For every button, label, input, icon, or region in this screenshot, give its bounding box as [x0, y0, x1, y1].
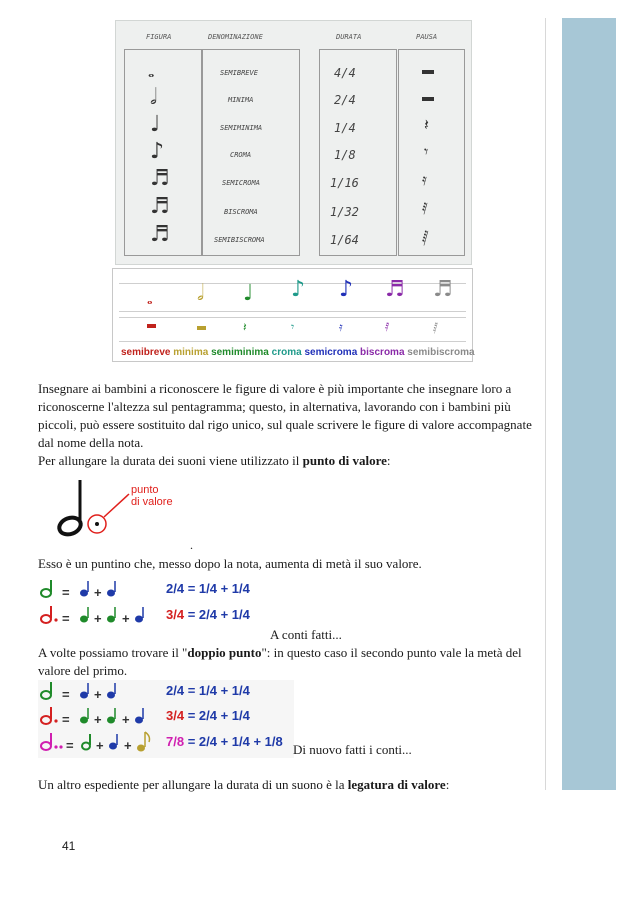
- caption-conti-fatti: A conti fatti...: [270, 627, 342, 642]
- svg-text:+: +: [94, 585, 102, 600]
- staff-line: [119, 341, 466, 342]
- fraction-value: 7/8: [166, 734, 185, 749]
- caption-di-nuovo: Di nuovo fatti i conti...: [293, 742, 412, 757]
- name-biscroma: BISCROMA: [224, 208, 258, 216]
- fraction-value: 2/4: [166, 581, 185, 596]
- svg-text:+: +: [122, 712, 130, 727]
- table-col-durata: [319, 49, 397, 256]
- paragraph-punto-di-valore: [38, 452, 538, 470]
- p2-bold: punto di valore: [302, 453, 387, 468]
- equation-dotted-note: [38, 578, 268, 628]
- legend-croma: croma: [271, 347, 302, 358]
- semibiscroma-note-icon: ♬: [150, 222, 170, 247]
- croma-note-icon: ♪: [150, 139, 165, 164]
- table-header-durata: DURATA: [336, 33, 362, 41]
- table-header-denominazione: DENOMINAZIONE: [208, 33, 263, 41]
- semicroma-note-icon: ♬: [150, 166, 170, 191]
- p5-bold: legatura di valore: [347, 777, 446, 792]
- p4-bold: doppio punto: [187, 645, 262, 660]
- legend-semibreve: semibreve: [121, 347, 171, 358]
- svg-text:+: +: [124, 738, 132, 753]
- semibiscroma-note-icon: ♬: [433, 277, 453, 302]
- semibiscroma-rest-icon: 𝅁: [433, 320, 438, 334]
- semibreve-note-icon: 𝅝: [147, 292, 153, 308]
- legend-semicroma: semicroma: [304, 347, 358, 358]
- name-semicroma: SEMICROMA: [222, 179, 260, 187]
- staff-line: [119, 311, 466, 312]
- svg-text:+: +: [122, 611, 130, 626]
- duration-minima: 2/4: [334, 93, 356, 107]
- equation-row: [166, 607, 250, 627]
- paragraph-esso: Esso è un puntino che, messo dopo la nota, aumenta di metà il suo valore.: [38, 556, 422, 571]
- note-values-table: [115, 20, 472, 265]
- table-col-pausa: [398, 49, 465, 256]
- semicroma-rest-icon: 𝄿: [339, 320, 343, 334]
- svg-text:=: =: [62, 585, 70, 600]
- duration-biscroma: 1/32: [330, 205, 359, 219]
- semibiscroma-rest-icon: 𝅁: [422, 227, 429, 246]
- paragraph-doppio-punto: [38, 644, 538, 680]
- legend-biscroma: biscroma: [360, 347, 405, 358]
- duration-semiminima: 1/4: [334, 121, 356, 135]
- svg-text:=: =: [62, 712, 70, 727]
- biscroma-rest-icon: 𝅀: [422, 199, 428, 218]
- strip-legend: [121, 347, 475, 358]
- semibreve-rest-icon: [422, 70, 434, 74]
- svg-text:+: +: [96, 738, 104, 753]
- fraction-sum: = 2/4 + 1/4: [187, 607, 250, 622]
- legend-semibiscroma: semibiscroma: [407, 347, 475, 358]
- equation-row: [166, 683, 250, 703]
- semiminima-note-icon: ♩: [150, 112, 161, 137]
- legend-semiminima: semiminima: [211, 347, 269, 358]
- page-number: 41: [62, 839, 76, 853]
- fraction-sum: = 2/4 + 1/4 + 1/8: [187, 734, 283, 749]
- fraction-sum: = 1/4 + 1/4: [187, 581, 250, 596]
- small-dot: .: [190, 538, 193, 552]
- biscroma-note-icon: ♬: [385, 277, 405, 302]
- fraction-value: 3/4: [166, 708, 185, 723]
- fraction-value: 3/4: [166, 607, 185, 622]
- staff-line: [119, 317, 466, 318]
- table-header-figura: FIGURA: [146, 33, 172, 41]
- croma-note-icon: ♪: [291, 277, 306, 302]
- equation-double-dot: [38, 680, 294, 758]
- duration-semicroma: 1/16: [330, 176, 359, 190]
- semiminima-rest-icon: 𝄽: [243, 320, 247, 334]
- semibreve-note-icon: 𝅝: [148, 62, 155, 81]
- fraction-sum: = 1/4 + 1/4: [187, 683, 250, 698]
- p4-text: A volte possiamo trovare il ": [38, 645, 188, 660]
- svg-text:+: +: [94, 611, 102, 626]
- note-equation-icons: [38, 578, 168, 626]
- punto-di-valore-label: punto di valore: [131, 484, 173, 508]
- legend-minima: minima: [173, 347, 209, 358]
- svg-text:+: +: [94, 687, 102, 702]
- semibreve-rest-icon: [147, 324, 156, 328]
- side-band: [562, 18, 616, 790]
- paragraph-legatura: [38, 776, 538, 794]
- minima-rest-icon: [197, 326, 206, 330]
- duration-semibreve: 4/4: [334, 66, 356, 80]
- fraction-sum: = 2/4 + 1/4: [187, 708, 250, 723]
- name-semibiscroma: SEMIBISCROMA: [214, 236, 265, 244]
- page-divider: [545, 18, 546, 790]
- semiminima-rest-icon: 𝄽: [424, 115, 429, 134]
- semicroma-note-icon: ♪: [339, 277, 354, 302]
- p2-text: Per allungare la durata dei suoni viene utilizzato il: [38, 453, 303, 468]
- name-minima: MINIMA: [228, 96, 254, 104]
- table-header-pausa: PAUSA: [416, 33, 438, 41]
- paragraph-intro: Insegnare ai bambini a riconoscere le figure di valore è più importante che insegnare loro a riconoscerne l'altezza sul pentagramma; questo, in alternativa, lavorando con i bambini più piccoli, può essere sostituito dal rigo unico, sul quale scrivere le figure di valore accompagnate dal nome della nota.: [38, 381, 532, 450]
- biscroma-rest-icon: 𝅀: [385, 320, 390, 334]
- duration-semibiscroma: 1/64: [330, 233, 359, 247]
- equation-row: [166, 734, 283, 754]
- semiminima-note-icon: ♩: [243, 281, 254, 306]
- colored-notes-strip: [112, 268, 473, 362]
- fraction-value: 2/4: [166, 683, 185, 698]
- p5-text: Un altro espediente per allungare la durata di un suono è la: [38, 777, 348, 792]
- equation-row: [166, 581, 250, 601]
- p2-colon: :: [386, 453, 391, 468]
- svg-text:=: =: [66, 738, 74, 753]
- croma-rest-icon: 𝄾: [291, 320, 295, 334]
- minima-note-icon: 𝅗𝅥: [150, 85, 157, 110]
- minima-note-icon: 𝅗𝅥: [197, 281, 204, 306]
- p5-colon: :: [445, 777, 450, 792]
- biscroma-note-icon: ♬: [150, 194, 170, 219]
- svg-text:+: +: [94, 712, 102, 727]
- name-croma: CROMA: [230, 151, 252, 159]
- duration-croma: 1/8: [334, 148, 356, 162]
- svg-text:=: =: [62, 687, 70, 702]
- name-semiminima: SEMIMINIMA: [220, 124, 263, 132]
- croma-rest-icon: 𝄾: [424, 142, 429, 161]
- equation-row: [166, 708, 250, 728]
- dotted-note-figure: [55, 478, 195, 540]
- dotted-half-note-icon: [55, 478, 135, 540]
- p4-text-end: ": in questo caso il secondo punto vale la metà del valore del primo.: [38, 645, 522, 678]
- svg-text:=: =: [62, 611, 70, 626]
- semicroma-rest-icon: 𝄿: [422, 170, 427, 189]
- minima-rest-icon: [422, 97, 434, 101]
- name-semibreve: SEMIBREVE: [220, 69, 258, 77]
